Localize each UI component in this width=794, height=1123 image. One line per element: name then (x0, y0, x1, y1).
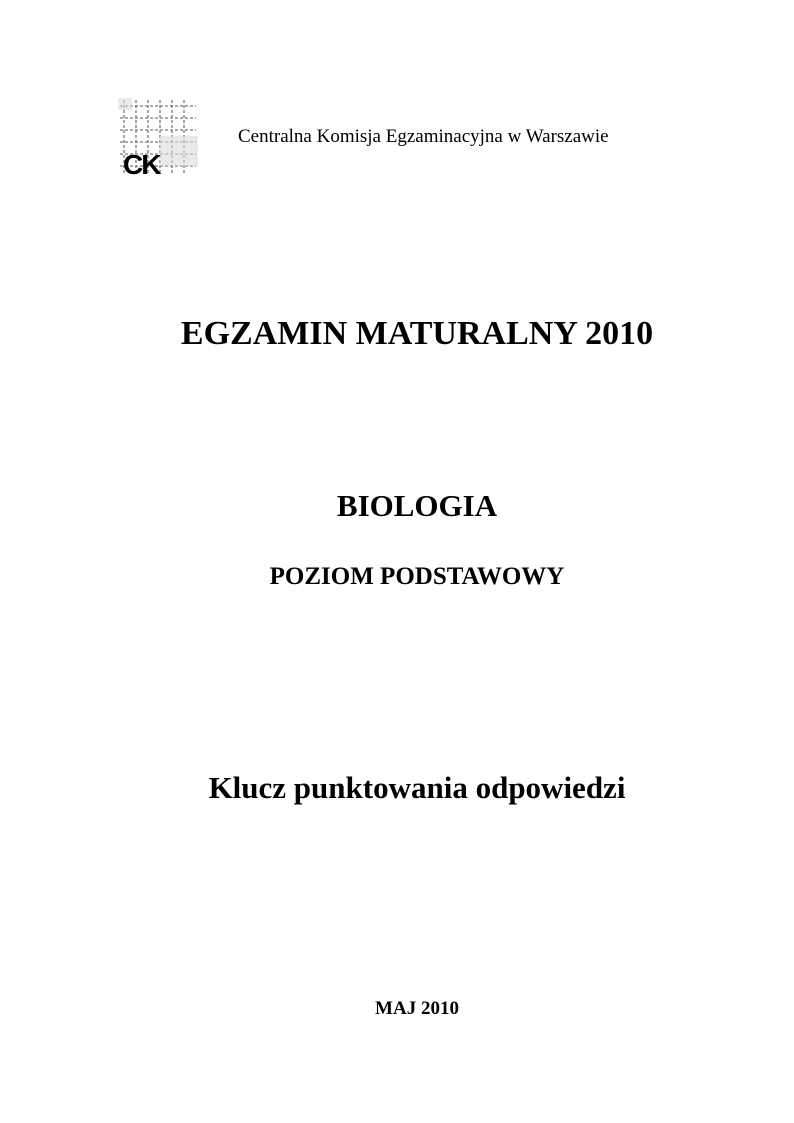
institution-name: Centralna Komisja Egzaminacyjna w Warszawie (238, 126, 609, 147)
exam-title: EGZAMIN MATURALNY 2010 (180, 315, 654, 352)
level-subtitle: POZIOM PODSTAWOWY (269, 563, 565, 590)
cke-logo (116, 96, 200, 178)
subject-title: BIOLOGIA (336, 488, 498, 523)
document-type: Klucz punktowania odpowiedzi (208, 770, 626, 805)
logo-text: CK (123, 149, 160, 178)
exam-date: MAJ 2010 (375, 998, 459, 1019)
